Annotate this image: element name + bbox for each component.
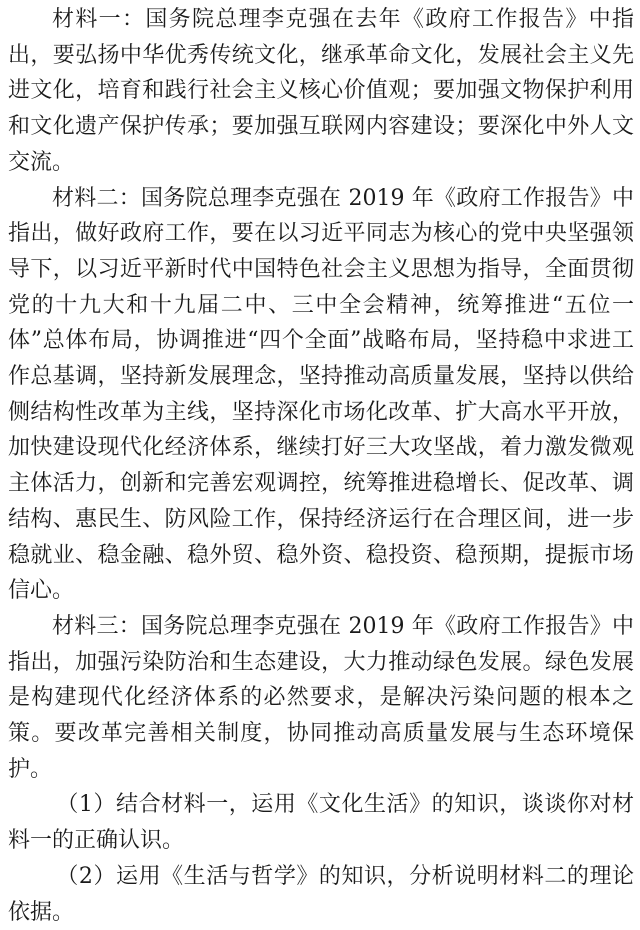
question-1: （1）结合材料一，运用《文化生活》的知识，谈谈你对材料一的正确认识。	[8, 792, 634, 854]
material-2-paragraph: 材料二：国务院总理李克强在 2019 年《政府工作报告》中指出，做好政府工作，要在以习近平同志为核心的党中央坚强领导下，以习近平新时代中国特色社会主义思想为指导，全面贯彻党的十九大和十九届二中、三中全会精神，统筹推进“五位一体”总体布局，协调推进“四个全面”战略布局，坚持稳中求进工作总基调，坚持新发展理念，坚持推动高质量发展，坚持以供给侧结构性改革为主线，坚持深化市场化改革、扩大高水平开放，加快建设现代化经济体系，继续打好三大攻坚战，着力激发微观主体活力，创新和完善宏观调控，统筹推进稳增长、促改革、调结构、惠民生、防风险工作，保持经济运行在合理区间，进一步稳就业、稳金融、稳外贸、稳外资、稳投资、稳预期，提振市场信心。	[8, 185, 634, 604]
question-2: （2）运用《生活与哲学》的知识，分析说明材料二的理论依据。	[8, 863, 634, 925]
material-3-paragraph: 材料三：国务院总理李克强在 2019 年《政府工作报告》中指出，加强污染防治和生态建设，大力推动绿色发展。绿色发展是构建现代化经济体系的必然要求，是解决污染问题的根本之策。要改革完善相关制度，协同推动高质量发展与生态环境保护。	[8, 613, 634, 782]
material-1-paragraph: 材料一：国务院总理李克强在去年《政府工作报告》中指出，要弘扬中华优秀传统文化，继承革命文化，发展社会主义先进文化，培育和践行社会主义核心价值观；要加强文物保护利用和文化遗产保护传承；要加强互联网内容建设；要深化中外人文交流。	[8, 7, 634, 175]
